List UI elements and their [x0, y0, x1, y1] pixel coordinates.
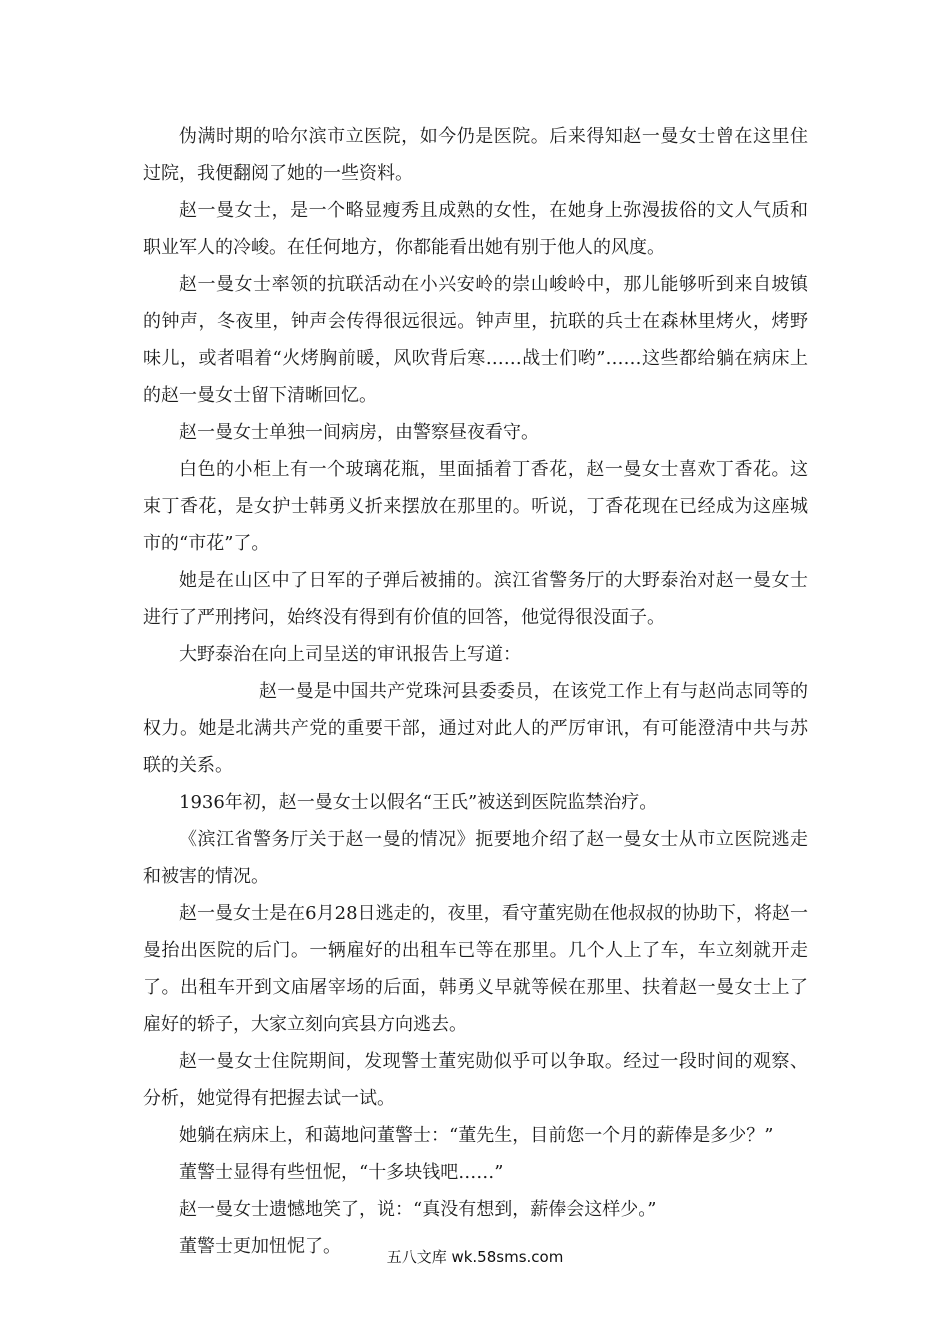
paragraph-14: 董警士显得有些忸怩，“十多块钱吧……” [179, 1162, 504, 1183]
paragraph-4: 赵一曼女士单独一间病房，由警察昼夜看守。 [179, 422, 539, 443]
report-quote: 赵一曼是中国共产党珠河县委委员，在该党工作上有与赵尚志同等的权力。她是北满共产党的重要干部，通过对此人的严厉审讯，有可能澄清中共与苏联的关系。 [143, 681, 808, 776]
paragraph-10: 《滨江省警务厅关于赵一曼的情况》扼要地介绍了赵一曼女士从市立医院逃走和被害的情况。 [143, 829, 808, 887]
paragraph-15: 赵一曼女士遗憾地笑了，说：“真没有想到，薪俸会这样少。” [179, 1199, 657, 1220]
paragraph-16: 董警士更加忸怩了。 [179, 1236, 341, 1257]
paragraph-7: 大野泰治在向上司呈送的审讯报告上写道： [179, 644, 521, 665]
paragraph-1: 伪满时期的哈尔滨市立医院，如今仍是医院。后来得知赵一曼女士曾在这里住过院，我便翻阅了她的一些资料。 [143, 126, 808, 184]
footer-watermark: 五八文库 wk.58sms.com [386, 1248, 564, 1266]
paragraph-9: 1936年初，赵一曼女士以假名“王氏”被送到医院监禁治疗。 [179, 792, 658, 813]
paragraph-11: 赵一曼女士是在6月28日逃走的，夜里，看守董宪勋在他叔叔的协助下，将赵一曼抬出医院的后门。一辆雇好的出租车已等在那里。几个人上了车，车立刻就开走了。出租车开到文庙屠宰场的后面，韩勇义早就等候在那里、扶着赵一曼女士上了雇好的轿子，大家立刻向宾县方向逃去。 [143, 903, 808, 1035]
paragraph-5: 白色的小柜上有一个玻璃花瓶，里面插着丁香花，赵一曼女士喜欢丁香花。这束丁香花，是女护士韩勇义折来摆放在那里的。听说，丁香花现在已经成为这座城市的“市花”了。 [143, 459, 808, 554]
document-body [143, 118, 808, 1265]
paragraph-6: 她是在山区中了日军的子弹后被捕的。滨江省警务厅的大野泰治对赵一曼女士进行了严刑拷问，始终没有得到有价值的回答，他觉得很没面子。 [143, 570, 808, 628]
paragraph-3: 赵一曼女士率领的抗联活动在小兴安岭的崇山峻岭中，那儿能够听到来自坡镇的钟声，冬夜里，钟声会传得很远很远。钟声里，抗联的兵士在森林里烤火，烤野味儿，或者唱着“火烤胸前暖，风吹背后寒……战士们哟”……这些都给躺在病床上的赵一曼女士留下清晰回忆。 [143, 274, 808, 406]
paragraph-2: 赵一曼女士，是一个略显瘦秀且成熟的女性，在她身上弥漫拔俗的文人气质和职业军人的冷峻。在任何地方，你都能看出她有别于他人的风度。 [143, 200, 808, 258]
paragraph-13: 她躺在病床上，和蔼地问董警士：“董先生，目前您一个月的薪俸是多少？” [179, 1125, 774, 1146]
paragraph-12: 赵一曼女士住院期间，发现警士董宪勋似乎可以争取。经过一段时间的观察、分析，她觉得有把握去试一试。 [143, 1051, 808, 1109]
